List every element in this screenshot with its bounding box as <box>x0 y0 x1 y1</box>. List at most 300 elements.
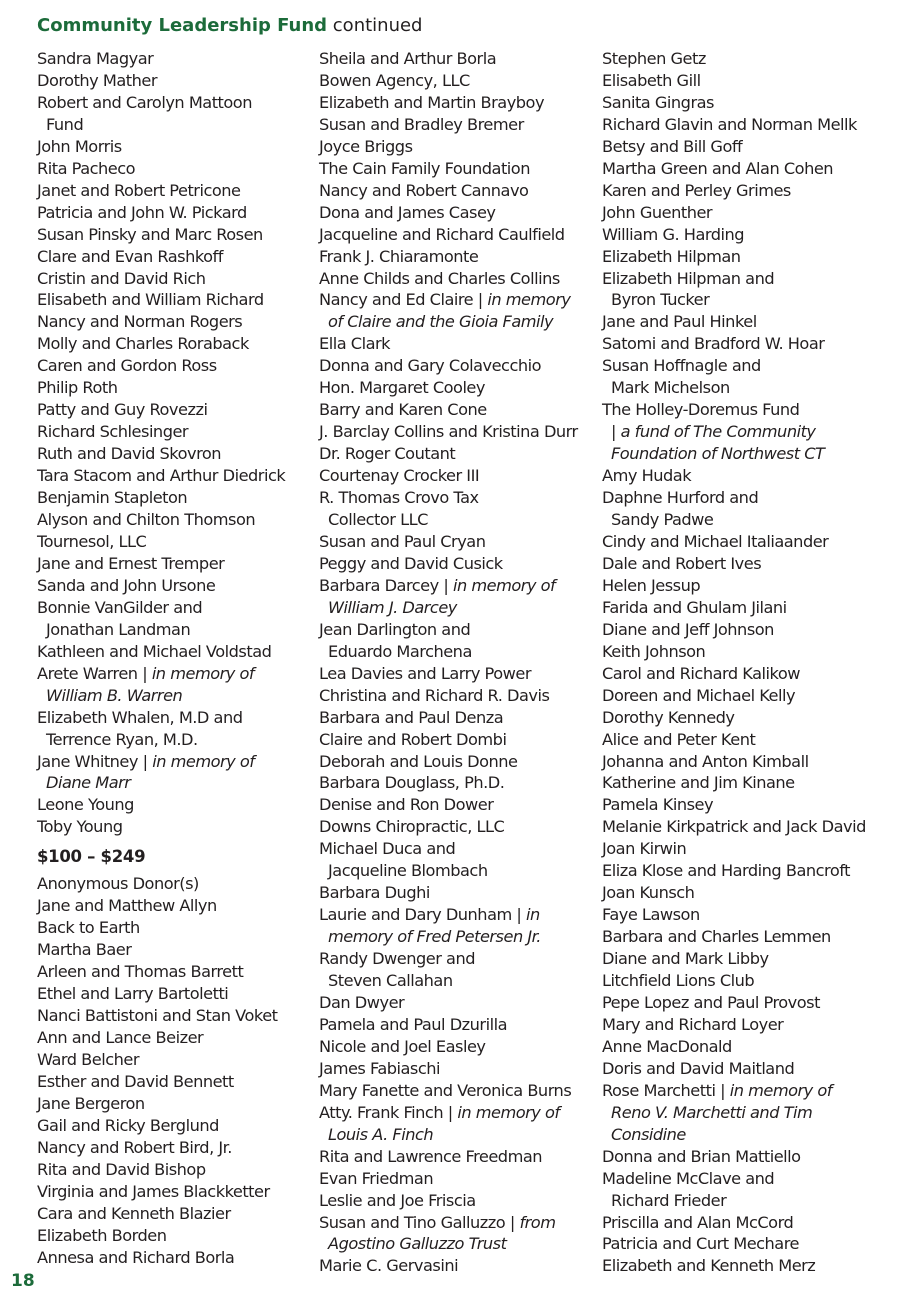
donor-line-continued <box>602 1102 882 1124</box>
donor-name: Benjamin Stapleton <box>37 488 188 508</box>
donor-line <box>602 751 882 773</box>
donor-line <box>319 289 599 311</box>
donor-line <box>37 597 317 619</box>
donor-line <box>37 873 317 895</box>
donor-line <box>602 1036 882 1058</box>
donor-line-continued <box>319 641 599 663</box>
donor-line <box>37 465 317 487</box>
donor-line <box>602 70 882 92</box>
donor-name: Diane and Jeff Johnson <box>602 619 774 639</box>
donor-name: Byron Tucker <box>611 290 710 310</box>
donor-name: Sandra Magyar <box>37 49 154 68</box>
donor-line <box>319 772 599 794</box>
donor-column-3 <box>602 48 882 1277</box>
donor-line <box>602 399 882 421</box>
donor-line <box>602 992 882 1014</box>
donor-line <box>37 939 317 961</box>
donor-name: Jonathan Landman <box>46 619 191 639</box>
donor-line <box>37 1181 317 1203</box>
tribute-note: Louis A. Finch <box>328 1124 434 1144</box>
donor-line <box>319 92 599 114</box>
donor-line <box>37 1115 317 1137</box>
donor-column-1 <box>37 48 317 1268</box>
donor-line <box>602 641 882 663</box>
donor-name: Laurie and Dary Dunham | <box>319 905 526 925</box>
donor-name: Satomi and Bradford W. Hoar <box>602 334 825 354</box>
tribute-note: Diane Marr <box>46 773 131 793</box>
donor-name: Marie C. Gervasini <box>319 1256 459 1276</box>
donor-name: Jane Bergeron <box>37 1093 145 1113</box>
donor-line <box>37 1093 317 1115</box>
donor-name: Ethel and Larry Bartoletti <box>37 984 229 1004</box>
donor-line <box>37 224 317 246</box>
donor-line <box>37 377 317 399</box>
donor-line <box>319 729 599 751</box>
donor-name: Doreen and Michael Kelly <box>602 685 796 705</box>
donor-name: Dona and James Casey <box>319 202 496 222</box>
donor-line <box>319 794 599 816</box>
donor-name: Stephen Getz <box>602 49 706 68</box>
donor-line <box>319 246 599 268</box>
donor-line-continued <box>319 970 599 992</box>
donor-name: Nancy and Norman Rogers <box>37 312 243 332</box>
donor-name: Martha Baer <box>37 940 132 960</box>
donor-name: Elizabeth Hilpman and <box>602 268 775 288</box>
donor-line <box>319 1212 599 1234</box>
donor-name: Barbara and Charles Lemmen <box>602 927 831 947</box>
donor-name: Back to Earth <box>37 918 140 938</box>
donor-line <box>602 224 882 246</box>
donor-name: Dorothy Mather <box>37 70 158 90</box>
donor-name: Barbara and Paul Denza <box>319 707 504 727</box>
donor-line-continued <box>602 289 882 311</box>
donor-name: Jane and Matthew Allyn <box>37 896 217 916</box>
donor-name: Betsy and Bill Goff <box>602 136 743 156</box>
donor-line <box>319 48 599 70</box>
donor-line <box>37 202 317 224</box>
donor-line <box>602 246 882 268</box>
donor-name: Fund <box>46 114 84 134</box>
donor-name: Joan Kunsch <box>602 883 695 903</box>
donor-name: Jane and Ernest Tremper <box>37 553 225 573</box>
donor-line <box>602 158 882 180</box>
tribute-note: in memory <box>487 290 571 310</box>
donor-name: Denise and Ron Dower <box>319 795 494 815</box>
donor-name: Caren and Gordon Ross <box>37 356 217 376</box>
donor-line-continued <box>37 772 317 794</box>
tribute-note: in memory of <box>152 751 255 771</box>
donor-name: Kathleen and Michael Voldstad <box>37 641 272 661</box>
donor-name: Lea Davies and Larry Power <box>319 663 531 683</box>
donor-name: Collector LLC <box>328 510 428 530</box>
donor-line <box>602 114 882 136</box>
donor-name: Nancy and Robert Cannavo <box>319 180 529 200</box>
donor-name: | <box>611 422 621 442</box>
donor-name: Barbara Douglass, Ph.D. <box>319 773 505 793</box>
donor-name: Rita Pacheco <box>37 158 136 178</box>
donor-line <box>602 1058 882 1080</box>
tribute-note: from <box>519 1212 556 1232</box>
donor-name: Susan and Bradley Bremer <box>319 114 524 134</box>
donor-name: Courtenay Crocker III <box>319 466 480 486</box>
donor-name: Cara and Kenneth Blazier <box>37 1203 231 1223</box>
donor-line <box>602 948 882 970</box>
donor-line <box>319 1168 599 1190</box>
donor-name: Donna and Gary Colavecchio <box>319 356 542 376</box>
donor-name: Patty and Guy Rovezzi <box>37 400 208 420</box>
donor-line <box>37 311 317 333</box>
tribute-note: in memory of <box>457 1102 560 1122</box>
donor-name: Joyce Briggs <box>319 136 413 156</box>
tribute-note: of Claire and the Gioia Family <box>328 312 554 332</box>
donor-name: Elizabeth Borden <box>37 1225 167 1245</box>
donor-line <box>37 1027 317 1049</box>
donor-line <box>602 136 882 158</box>
donor-line <box>319 751 599 773</box>
donor-name: Elizabeth Whalen, M.D and <box>37 707 243 727</box>
donor-line <box>602 333 882 355</box>
donor-name: Nancy and Robert Bird, Jr. <box>37 1137 232 1157</box>
donor-line <box>319 1080 599 1102</box>
donor-line <box>37 1049 317 1071</box>
donor-line <box>602 487 882 509</box>
donor-name: Esther and David Bennett <box>37 1071 234 1091</box>
donor-line <box>319 816 599 838</box>
donor-name: Barbara Darcey | <box>319 575 453 595</box>
donor-name: Ward Belcher <box>37 1049 140 1069</box>
donor-name: Molly and Charles Roraback <box>37 334 249 354</box>
donor-line <box>319 707 599 729</box>
donor-line <box>319 1255 599 1277</box>
donor-line-continued <box>37 685 317 707</box>
donor-line <box>602 1146 882 1168</box>
donor-line <box>319 202 599 224</box>
donor-name: Barbara Dughi <box>319 883 430 903</box>
page-header <box>37 14 422 38</box>
donor-line <box>602 92 882 114</box>
donor-name: Patricia and John W. Pickard <box>37 202 247 222</box>
donor-name: Gail and Ricky Berglund <box>37 1115 219 1135</box>
donor-line <box>602 860 882 882</box>
donor-line <box>319 531 599 553</box>
donor-line <box>602 1255 882 1277</box>
donor-name: Terrence Ryan, M.D. <box>46 729 198 749</box>
tribute-note: a fund of The Community <box>620 422 816 442</box>
donor-name: Amy Hudak <box>602 466 692 486</box>
donor-line-continued <box>602 509 882 531</box>
donor-line <box>319 1058 599 1080</box>
donor-line <box>602 311 882 333</box>
donor-name: Dale and Robert Ives <box>602 553 762 573</box>
donor-line <box>37 983 317 1005</box>
donor-name: Philip Roth <box>37 378 118 398</box>
donor-line <box>37 961 317 983</box>
donor-line <box>37 895 317 917</box>
donor-line <box>602 575 882 597</box>
donor-name: Randy Dwenger and <box>319 949 475 969</box>
donor-line <box>37 1203 317 1225</box>
donor-name: Priscilla and Alan McCord <box>602 1212 794 1232</box>
donor-line <box>602 180 882 202</box>
donor-name: Donna and Brian Mattiello <box>602 1146 801 1166</box>
donor-name: Cindy and Michael Italiaander <box>602 531 829 551</box>
donor-line <box>602 268 882 290</box>
donor-line <box>602 619 882 641</box>
donor-name: Annesa and Richard Borla <box>37 1247 235 1267</box>
donor-line <box>602 970 882 992</box>
donor-line-continued <box>319 311 599 333</box>
donor-line <box>319 487 599 509</box>
donor-line <box>37 1247 317 1269</box>
donor-line <box>319 663 599 685</box>
donor-line <box>37 531 317 553</box>
donor-name: Tournesol, LLC <box>37 531 147 551</box>
donor-line <box>37 794 317 816</box>
donor-line <box>37 751 317 773</box>
donor-name: Toby Young <box>37 817 123 837</box>
donor-line <box>319 882 599 904</box>
tribute-note: in <box>526 905 540 925</box>
tribute-note: Agostino Galluzzo Trust <box>328 1234 507 1254</box>
donor-line-continued <box>319 1233 599 1255</box>
donor-line <box>319 399 599 421</box>
donor-name: Barry and Karen Cone <box>319 400 487 420</box>
donor-name: Pamela and Paul Dzurilla <box>319 1014 507 1034</box>
donor-line <box>602 794 882 816</box>
donor-name: Carol and Richard Kalikow <box>602 663 800 683</box>
donor-name: Evan Friedman <box>319 1168 434 1188</box>
donor-name: Diane and Mark Libby <box>602 949 769 969</box>
donor-name: Madeline McClave and <box>602 1168 775 1188</box>
donor-line <box>37 641 317 663</box>
donor-line <box>602 465 882 487</box>
fund-title: Community Leadership Fund <box>37 15 328 36</box>
donor-name: R. Thomas Crovo Tax <box>319 488 479 508</box>
donor-line <box>37 1071 317 1093</box>
donor-line-continued <box>319 597 599 619</box>
donor-line <box>602 1080 882 1102</box>
giving-level-heading: $100 – $249 <box>37 847 146 867</box>
donor-name: Eliza Klose and Harding Bancroft <box>602 861 851 881</box>
donor-name: Jean Darlington and <box>319 619 471 639</box>
donor-line <box>37 663 317 685</box>
tribute-note: Foundation of Northwest CT <box>611 444 825 464</box>
donor-name: Alice and Peter Kent <box>602 729 756 749</box>
donor-name: Pamela Kinsey <box>602 795 714 815</box>
donor-line <box>37 443 317 465</box>
donor-line <box>319 158 599 180</box>
donor-line <box>602 48 882 70</box>
donor-line <box>319 465 599 487</box>
donor-line <box>319 1102 599 1124</box>
tribute-note: Reno V. Marchetti and Tim <box>611 1102 813 1122</box>
donor-name: Susan and Paul Cryan <box>319 531 486 551</box>
donor-name: Johanna and Anton Kimball <box>602 751 809 771</box>
donor-name: Rose Marchetti | <box>602 1080 730 1100</box>
donor-name: Peggy and David Cusick <box>319 553 503 573</box>
donor-line <box>319 575 599 597</box>
donor-name: Farida and Ghulam Jilani <box>602 597 787 617</box>
donor-name: Rita and David Bishop <box>37 1159 206 1179</box>
donor-name: Arete Warren | <box>37 663 152 683</box>
page-number: 18 <box>11 1271 35 1291</box>
donor-line-continued <box>319 926 599 948</box>
donor-name: Eduardo Marchena <box>328 641 472 661</box>
donor-name: Joan Kirwin <box>602 839 687 859</box>
donor-name: Cristin and David Rich <box>37 268 206 288</box>
donor-line-continued <box>602 421 882 443</box>
donor-name: Anne Childs and Charles Collins <box>319 268 560 288</box>
donor-name: Dr. Roger Coutant <box>319 444 456 464</box>
donor-name: Richard Glavin and Norman Mellk <box>602 114 857 134</box>
donor-line <box>37 1225 317 1247</box>
donor-name: Claire and Robert Dombi <box>319 729 507 749</box>
tribute-note: memory of Fred Petersen Jr. <box>328 927 541 947</box>
donor-name: William G. Harding <box>602 224 745 244</box>
donor-name: Mary Fanette and Veronica Burns <box>319 1080 572 1100</box>
donor-line <box>37 92 317 114</box>
donor-column-2 <box>319 48 599 1277</box>
donor-line-continued <box>319 509 599 531</box>
donor-line <box>37 1159 317 1181</box>
donor-line-continued <box>37 114 317 136</box>
donor-name: Arleen and Thomas Barrett <box>37 962 244 982</box>
donor-name: Christina and Richard R. Davis <box>319 685 550 705</box>
donor-name: Anonymous Donor(s) <box>37 874 199 894</box>
donor-name: Elizabeth and Martin Brayboy <box>319 92 545 112</box>
donor-line <box>37 70 317 92</box>
donor-line <box>37 180 317 202</box>
donor-line <box>602 707 882 729</box>
donor-line <box>602 531 882 553</box>
donor-line <box>37 136 317 158</box>
donor-line <box>602 1233 882 1255</box>
donor-line <box>602 1014 882 1036</box>
donor-name: Pepe Lopez and Paul Provost <box>602 992 820 1012</box>
donor-line <box>37 355 317 377</box>
donor-line-continued <box>602 377 882 399</box>
tribute-note: in memory of <box>729 1080 832 1100</box>
donor-line <box>319 619 599 641</box>
donor-line <box>319 992 599 1014</box>
donor-name: James Fabiaschi <box>319 1058 441 1078</box>
donor-line <box>319 1190 599 1212</box>
donor-line <box>602 685 882 707</box>
donor-line <box>602 772 882 794</box>
donor-name: Richard Frieder <box>611 1190 727 1210</box>
donor-line <box>319 1146 599 1168</box>
donor-name: Downs Chiropractic, LLC <box>319 817 505 837</box>
donor-line <box>319 377 599 399</box>
donor-name: Anne MacDonald <box>602 1036 732 1056</box>
donor-line <box>319 838 599 860</box>
donor-line-continued <box>602 443 882 465</box>
donor-line <box>37 816 317 838</box>
donor-name: Bowen Agency, LLC <box>319 70 470 90</box>
donor-name: Dan Dwyer <box>319 992 405 1012</box>
donor-name: Sheila and Arthur Borla <box>319 49 497 68</box>
donor-name: Doris and David Maitland <box>602 1058 795 1078</box>
donor-line <box>319 443 599 465</box>
donor-line <box>319 948 599 970</box>
donor-line <box>319 180 599 202</box>
donor-name: Mary and Richard Loyer <box>602 1014 784 1034</box>
donor-name: Susan and Tino Galluzzo | <box>319 1212 520 1232</box>
donor-name: Clare and Evan Rashkoff <box>37 246 223 266</box>
donor-name: Richard Schlesinger <box>37 422 189 442</box>
donor-name: Sanita Gingras <box>602 92 714 112</box>
donor-line <box>319 70 599 92</box>
donor-line <box>602 729 882 751</box>
donor-name: Nicole and Joel Easley <box>319 1036 486 1056</box>
donor-line <box>602 816 882 838</box>
donor-name: Hon. Margaret Cooley <box>319 378 485 398</box>
donor-line <box>319 114 599 136</box>
donor-name: Tara Stacom and Arthur Diedrick <box>37 466 286 486</box>
donor-name: Karen and Perley Grimes <box>602 180 791 200</box>
donor-line <box>602 202 882 224</box>
donor-name: Atty. Frank Finch | <box>319 1102 458 1122</box>
donor-name: Michael Duca and <box>319 839 456 859</box>
donor-line <box>37 553 317 575</box>
donor-line <box>37 333 317 355</box>
donor-line <box>37 289 317 311</box>
donor-line <box>37 707 317 729</box>
donor-name: Mark Michelson <box>611 378 730 398</box>
donor-line <box>37 917 317 939</box>
donor-name: Deborah and Louis Donne <box>319 751 518 771</box>
donor-name: Rita and Lawrence Freedman <box>319 1146 543 1166</box>
donor-name: Elizabeth and Kenneth Merz <box>602 1256 816 1276</box>
donor-name: The Cain Family Foundation <box>319 158 530 178</box>
donor-line <box>37 487 317 509</box>
donor-line <box>319 333 599 355</box>
donor-line <box>602 904 882 926</box>
continued-label: continued <box>327 15 423 36</box>
donor-line-continued <box>602 1124 882 1146</box>
donor-line <box>319 355 599 377</box>
tribute-note: William B. Warren <box>46 685 183 705</box>
donor-line <box>319 268 599 290</box>
donor-name: J. Barclay Collins and Kristina Durr <box>319 422 578 442</box>
donor-line <box>37 399 317 421</box>
donor-line-continued <box>37 729 317 751</box>
donor-line-continued <box>37 619 317 641</box>
donor-name: Robert and Carolyn Mattoon <box>37 92 252 112</box>
donor-name: Martha Green and Alan Cohen <box>602 158 834 178</box>
donor-line <box>37 1005 317 1027</box>
donor-name: Leone Young <box>37 795 134 815</box>
donor-name: Bonnie VanGilder and <box>37 597 203 617</box>
donor-line <box>602 1168 882 1190</box>
donor-line <box>319 421 599 443</box>
donor-name: Alyson and Chilton Thomson <box>37 510 256 530</box>
donor-line <box>319 136 599 158</box>
donor-line <box>37 48 317 70</box>
donor-name: Keith Johnson <box>602 641 706 661</box>
donor-name: Elisabeth Gill <box>602 70 701 90</box>
donor-line-continued <box>319 860 599 882</box>
donor-name: Faye Lawson <box>602 905 700 925</box>
donor-line <box>319 685 599 707</box>
donor-name: Ann and Lance Beizer <box>37 1027 204 1047</box>
donor-line <box>602 553 882 575</box>
donor-name: The Holley-Doremus Fund <box>602 400 800 420</box>
donor-line-continued <box>602 1190 882 1212</box>
donor-line <box>602 926 882 948</box>
tribute-note: in memory of <box>151 663 255 683</box>
donor-name: Elisabeth and William Richard <box>37 290 264 310</box>
